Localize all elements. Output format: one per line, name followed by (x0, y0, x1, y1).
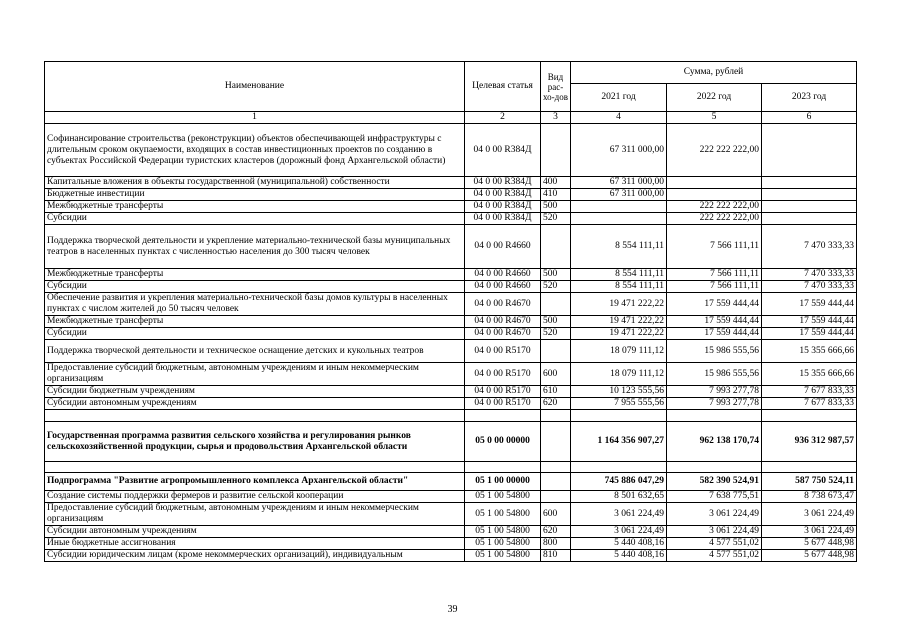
row-name: Субсидии (45, 213, 465, 225)
row-sum-2021: 18 079 111,12 (571, 363, 667, 386)
row-name: Субсидии автономным учреждениям (45, 398, 465, 410)
row-name: Подпрограмма "Развитие агропромышленного комплекса Архангельской области" (45, 473, 465, 491)
row-sum-2022: 15 986 555,56 (667, 363, 762, 386)
row-sum-2023: 936 312 987,57 (762, 422, 857, 462)
row-sum-2022: 3 061 224,49 (667, 526, 762, 538)
header-year-2022: 2022 год (667, 84, 762, 112)
row-sum-2021: 5 440 408,16 (571, 538, 667, 550)
row-sum-2023: 3 061 224,49 (762, 526, 857, 538)
table-row (45, 398, 857, 410)
row-target-article: 05 0 00 00000 (465, 422, 541, 462)
table-row (45, 473, 857, 491)
table-row (45, 328, 857, 340)
row-expense-type: 500 (541, 316, 571, 328)
row-target-article: 04 0 00 R4660 (465, 269, 541, 281)
row-sum-2023: 17 559 444,44 (762, 328, 857, 340)
table-row (45, 225, 857, 269)
row-name: Межбюджетные трансферты (45, 201, 465, 213)
row-sum-2023 (762, 201, 857, 213)
table-row (45, 386, 857, 398)
table-row (45, 281, 857, 293)
table-row (45, 340, 857, 363)
row-sum-2022: 222 222 222,00 (667, 213, 762, 225)
table-row (45, 462, 857, 473)
row-sum-2022: 962 138 170,74 (667, 422, 762, 462)
row-sum-2021: 8 554 111,11 (571, 225, 667, 269)
row-target-article: 04 0 00 R4670 (465, 293, 541, 316)
row-sum-2023: 5 677 448,98 (762, 550, 857, 562)
row-target-article (465, 462, 541, 473)
row-name: Создание системы поддержки фермеров и развитие сельской кооперации (45, 491, 465, 503)
row-sum-2022 (667, 189, 762, 201)
table-row (45, 293, 857, 316)
row-sum-2023 (762, 177, 857, 189)
header-year-2021: 2021 год (571, 84, 667, 112)
row-name: Софинансирование строительства (реконструкции) объектов обеспечивающей инфраструктуры с длительным сроком окупаемости, входящих в состав инвестиционных проектов по созданию в субъектах Российской Федерации туристских кластеров (дорожный фонд Архангельской области) (45, 124, 465, 177)
row-target-article: 04 0 00 R4660 (465, 225, 541, 269)
row-name: Государственная программа развития сельского хозяйства и регулирования рынков сельскохозяйственной продукции, сырья и продовольствия Архангельской области (45, 422, 465, 462)
row-name: Предоставление субсидий бюджетным, автономным учреждениям и иным некоммерческим организациям (45, 503, 465, 526)
row-name: Поддержка творческой деятельности и техническое оснащение детских и кукольных театров (45, 340, 465, 363)
row-sum-2023: 7 677 833,33 (762, 398, 857, 410)
row-sum-2022: 7 566 111,11 (667, 281, 762, 293)
row-expense-type (541, 473, 571, 491)
row-name: Поддержка творческой деятельности и укрепление материально-технической базы муниципальных театров в населенных пунктах с численностью населения до 300 тысяч человек (45, 225, 465, 269)
row-sum-2021: 10 123 555,56 (571, 386, 667, 398)
row-expense-type: 810 (541, 550, 571, 562)
row-name: Субсидии (45, 281, 465, 293)
row-name: Субсидии бюджетным учреждениям (45, 386, 465, 398)
row-expense-type (541, 422, 571, 462)
row-sum-2022: 7 993 277,78 (667, 398, 762, 410)
row-expense-type: 500 (541, 269, 571, 281)
row-expense-type: 800 (541, 538, 571, 550)
table-row (45, 124, 857, 177)
header-year-2023: 2023 год (762, 84, 857, 112)
row-name: Капитальные вложения в объекты государственной (муниципальной) собственности (45, 177, 465, 189)
row-sum-2022: 17 559 444,44 (667, 316, 762, 328)
row-sum-2022: 222 222 222,00 (667, 201, 762, 213)
row-expense-type: 600 (541, 363, 571, 386)
row-sum-2022: 222 222 222,00 (667, 124, 762, 177)
table-row (45, 503, 857, 526)
row-name: Межбюджетные трансферты (45, 269, 465, 281)
row-sum-2022: 4 577 551,02 (667, 538, 762, 550)
row-name: Субсидии юридическим лицам (кроме некоммерческих организаций), индивидуальным (45, 550, 465, 562)
column-number: 5 (667, 112, 762, 124)
row-sum-2023: 7 470 333,33 (762, 281, 857, 293)
row-target-article: 04 0 00 R384Д (465, 213, 541, 225)
table-row (45, 422, 857, 462)
row-sum-2021: 18 079 111,12 (571, 340, 667, 363)
row-expense-type (541, 293, 571, 316)
table-row (45, 316, 857, 328)
row-sum-2023 (762, 410, 857, 422)
row-sum-2021: 19 471 222,22 (571, 293, 667, 316)
table-row (45, 213, 857, 225)
table-row (45, 550, 857, 562)
budget-table (44, 61, 857, 562)
table-header (45, 62, 857, 124)
row-sum-2022: 15 986 555,56 (667, 340, 762, 363)
table-row (45, 491, 857, 503)
table-row (45, 526, 857, 538)
row-sum-2021: 8 554 111,11 (571, 269, 667, 281)
row-expense-type: 400 (541, 177, 571, 189)
row-sum-2022: 3 061 224,49 (667, 503, 762, 526)
row-sum-2022: 582 390 524,91 (667, 473, 762, 491)
row-sum-2023: 17 559 444,44 (762, 293, 857, 316)
table-row (45, 201, 857, 213)
row-expense-type (541, 225, 571, 269)
row-expense-type: 520 (541, 213, 571, 225)
row-sum-2023: 5 677 448,98 (762, 538, 857, 550)
row-sum-2022: 7 638 775,51 (667, 491, 762, 503)
row-target-article: 04 0 00 R384Д (465, 124, 541, 177)
row-target-article: 05 1 00 00000 (465, 473, 541, 491)
row-sum-2023: 7 470 333,33 (762, 225, 857, 269)
row-sum-2021: 8 501 632,65 (571, 491, 667, 503)
row-sum-2021 (571, 201, 667, 213)
row-sum-2021 (571, 410, 667, 422)
row-name: Обеспечение развития и укрепления материально-технической базы домов культуры в населенных пунктах с числом жителей до 50 тысяч человек (45, 293, 465, 316)
row-expense-type (541, 410, 571, 422)
header-sum: Сумма, рублей (571, 62, 857, 84)
row-expense-type: 410 (541, 189, 571, 201)
row-expense-type (541, 340, 571, 363)
row-target-article: 04 0 00 R384Д (465, 177, 541, 189)
column-number: 2 (465, 112, 541, 124)
row-sum-2021: 67 311 000,00 (571, 189, 667, 201)
page-number: 39 (447, 604, 458, 615)
row-sum-2021: 5 440 408,16 (571, 550, 667, 562)
row-expense-type (541, 491, 571, 503)
row-target-article: 04 0 00 R4670 (465, 316, 541, 328)
row-target-article: 04 0 00 R5170 (465, 398, 541, 410)
row-sum-2023: 8 738 673,47 (762, 491, 857, 503)
row-sum-2023 (762, 124, 857, 177)
row-sum-2022 (667, 462, 762, 473)
row-sum-2021: 8 554 111,11 (571, 281, 667, 293)
row-sum-2023 (762, 213, 857, 225)
table-row (45, 363, 857, 386)
header-expense-type: Вид рас-хо-дов (541, 62, 571, 112)
row-target-article: 04 0 00 R384Д (465, 201, 541, 213)
row-expense-type: 620 (541, 398, 571, 410)
row-sum-2023: 7 677 833,33 (762, 386, 857, 398)
row-sum-2021: 19 471 222,22 (571, 316, 667, 328)
row-sum-2022 (667, 177, 762, 189)
table-body (45, 124, 857, 562)
column-number: 1 (45, 112, 465, 124)
row-sum-2022: 17 559 444,44 (667, 293, 762, 316)
row-expense-type: 620 (541, 526, 571, 538)
row-target-article: 04 0 00 R4670 (465, 328, 541, 340)
row-target-article: 05 1 00 54800 (465, 503, 541, 526)
row-sum-2022: 7 566 111,11 (667, 225, 762, 269)
column-number: 4 (571, 112, 667, 124)
row-sum-2021: 1 164 356 907,27 (571, 422, 667, 462)
row-sum-2022: 7 566 111,11 (667, 269, 762, 281)
table-row (45, 189, 857, 201)
row-sum-2021: 19 471 222,22 (571, 328, 667, 340)
row-target-article: 04 0 00 R5170 (465, 363, 541, 386)
row-sum-2021 (571, 213, 667, 225)
row-sum-2021: 67 311 000,00 (571, 177, 667, 189)
column-number: 6 (762, 112, 857, 124)
row-sum-2023: 3 061 224,49 (762, 503, 857, 526)
row-expense-type: 520 (541, 281, 571, 293)
row-expense-type: 520 (541, 328, 571, 340)
row-sum-2023: 587 750 524,11 (762, 473, 857, 491)
table-row (45, 410, 857, 422)
row-sum-2022: 7 993 277,78 (667, 386, 762, 398)
row-sum-2021: 7 955 555,56 (571, 398, 667, 410)
row-name: Иные бюджетные ассигнования (45, 538, 465, 550)
row-name: Предоставление субсидий бюджетным, автономным учреждениям и иным некоммерческим организациям (45, 363, 465, 386)
row-sum-2022: 17 559 444,44 (667, 328, 762, 340)
row-target-article: 04 0 00 R5170 (465, 340, 541, 363)
header-name: Наименование (45, 62, 465, 112)
row-sum-2021: 745 886 047,29 (571, 473, 667, 491)
row-target-article: 04 0 00 R384Д (465, 189, 541, 201)
row-expense-type (541, 124, 571, 177)
row-name (45, 410, 465, 422)
row-sum-2022 (667, 410, 762, 422)
row-name (45, 462, 465, 473)
row-target-article: 05 1 00 54800 (465, 550, 541, 562)
row-target-article: 05 1 00 54800 (465, 526, 541, 538)
row-name: Межбюджетные трансферты (45, 316, 465, 328)
row-target-article (465, 410, 541, 422)
column-number: 3 (541, 112, 571, 124)
row-expense-type: 500 (541, 201, 571, 213)
row-expense-type: 600 (541, 503, 571, 526)
row-sum-2021 (571, 462, 667, 473)
row-target-article: 04 0 00 R4660 (465, 281, 541, 293)
table-row (45, 177, 857, 189)
row-sum-2021: 3 061 224,49 (571, 526, 667, 538)
table-row (45, 538, 857, 550)
row-target-article: 05 1 00 54800 (465, 491, 541, 503)
row-sum-2023: 15 355 666,66 (762, 363, 857, 386)
row-name: Бюджетные инвестиции (45, 189, 465, 201)
row-sum-2023 (762, 462, 857, 473)
row-sum-2023: 17 559 444,44 (762, 316, 857, 328)
row-sum-2022: 4 577 551,02 (667, 550, 762, 562)
row-sum-2023: 7 470 333,33 (762, 269, 857, 281)
row-target-article: 05 1 00 54800 (465, 538, 541, 550)
header-target-article: Целевая статья (465, 62, 541, 112)
row-name: Субсидии автономным учреждениям (45, 526, 465, 538)
row-sum-2021: 67 311 000,00 (571, 124, 667, 177)
row-sum-2023: 15 355 666,66 (762, 340, 857, 363)
row-name: Субсидии (45, 328, 465, 340)
row-expense-type: 610 (541, 386, 571, 398)
row-sum-2021: 3 061 224,49 (571, 503, 667, 526)
row-target-article: 04 0 00 R5170 (465, 386, 541, 398)
row-expense-type (541, 462, 571, 473)
table-row (45, 269, 857, 281)
row-sum-2023 (762, 189, 857, 201)
